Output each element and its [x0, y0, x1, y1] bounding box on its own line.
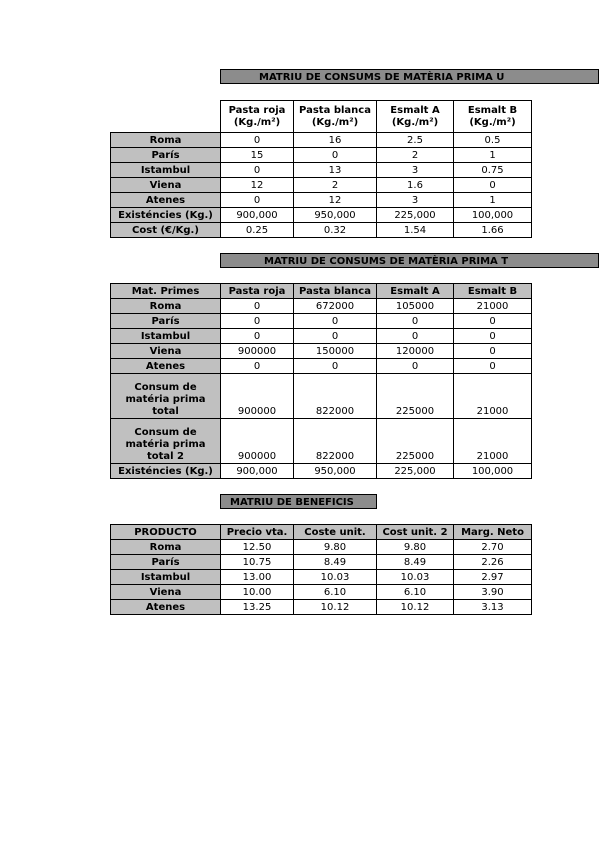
- cell: 225000: [377, 419, 454, 464]
- row-label: Viena: [111, 585, 221, 600]
- cell: 900000: [221, 344, 294, 359]
- cell: 21000: [454, 374, 532, 419]
- table-row: [111, 208, 532, 223]
- cell: 1.54: [377, 223, 454, 238]
- cell: 225000: [377, 374, 454, 419]
- cell: 822000: [294, 419, 377, 464]
- cell: 0: [454, 314, 532, 329]
- consumption-unit-table: [110, 100, 532, 238]
- table-row: [111, 314, 532, 329]
- row-label: Cost (€/Kg.): [111, 223, 221, 238]
- row-label: Consum de matéria prima total: [111, 374, 221, 419]
- cell: 0: [221, 193, 294, 208]
- cell: 0: [221, 359, 294, 374]
- cell: 8.49: [294, 555, 377, 570]
- row-label: París: [111, 148, 221, 163]
- table-row: [111, 600, 532, 615]
- cell: 0: [454, 344, 532, 359]
- cell: 2.5: [377, 133, 454, 148]
- cell: 0: [454, 329, 532, 344]
- cell: 1.6: [377, 178, 454, 193]
- corner-header: PRODUCTO: [111, 525, 221, 540]
- cell: 0: [454, 359, 532, 374]
- cell: 950,000: [294, 464, 377, 479]
- cell: 21000: [454, 419, 532, 464]
- cell: 900000: [221, 419, 294, 464]
- cell: 10.00: [221, 585, 294, 600]
- cell: 2: [377, 148, 454, 163]
- cell: 10.03: [377, 570, 454, 585]
- table-row: [111, 148, 532, 163]
- table-row: [111, 223, 532, 238]
- cell: 225,000: [377, 464, 454, 479]
- row-label: Atenes: [111, 359, 221, 374]
- cell: 0: [294, 314, 377, 329]
- cell: 0: [221, 133, 294, 148]
- cell: 100,000: [454, 208, 532, 223]
- cell: 8.49: [377, 555, 454, 570]
- cell: 0: [377, 329, 454, 344]
- stock-row: [111, 464, 532, 479]
- row-label: Roma: [111, 133, 221, 148]
- col-header: Esmalt A (Kg./m²): [377, 101, 454, 133]
- cell: 0.25: [221, 223, 294, 238]
- cell: 100,000: [454, 464, 532, 479]
- consumption-total-table: [110, 283, 532, 479]
- section1-title: MATRIU DE CONSUMS DE MATÈRIA PRIMA U: [220, 69, 599, 84]
- cell: 3: [377, 193, 454, 208]
- row-label: París: [111, 314, 221, 329]
- row-label: Roma: [111, 299, 221, 314]
- corner-cell: [111, 101, 221, 133]
- table-row: [111, 359, 532, 374]
- cell: 3.13: [454, 600, 532, 615]
- row-label: Viena: [111, 178, 221, 193]
- cell: 900000: [221, 374, 294, 419]
- table-row: [111, 585, 532, 600]
- row-label: Istambul: [111, 329, 221, 344]
- cell: 0: [377, 359, 454, 374]
- cell: 225,000: [377, 208, 454, 223]
- row-label: Existéncies (Kg.): [111, 464, 221, 479]
- cell: 10.12: [377, 600, 454, 615]
- row-label: París: [111, 555, 221, 570]
- header-row: [111, 284, 532, 299]
- cell: 1: [454, 193, 532, 208]
- total-row: [111, 374, 532, 419]
- col-header: Cost unit. 2: [377, 525, 454, 540]
- col-header: Marg. Neto: [454, 525, 532, 540]
- cell: 900,000: [221, 208, 294, 223]
- cell: 16: [294, 133, 377, 148]
- cell: 1: [454, 148, 532, 163]
- cell: 0.32: [294, 223, 377, 238]
- col-header: Pasta blanca: [294, 284, 377, 299]
- section3-title: MATRIU DE BENEFICIS: [220, 494, 377, 509]
- cell: 0: [454, 178, 532, 193]
- cell: 9.80: [294, 540, 377, 555]
- cell: 150000: [294, 344, 377, 359]
- section2-title: MATRIU DE CONSUMS DE MATÈRIA PRIMA T: [220, 253, 599, 268]
- cell: 0: [221, 329, 294, 344]
- row-label: Roma: [111, 540, 221, 555]
- col-header: Pasta roja (Kg./m²): [221, 101, 294, 133]
- col-header: Esmalt B: [454, 284, 532, 299]
- cell: 13.25: [221, 600, 294, 615]
- col-header: Pasta roja: [221, 284, 294, 299]
- cell: 0: [294, 148, 377, 163]
- cell: 0: [221, 163, 294, 178]
- total2-row: [111, 419, 532, 464]
- cell: 2.97: [454, 570, 532, 585]
- cell: 10.75: [221, 555, 294, 570]
- col-header: Esmalt B (Kg./m²): [454, 101, 532, 133]
- cell: 0: [377, 314, 454, 329]
- cell: 0: [221, 314, 294, 329]
- cell: 0.5: [454, 133, 532, 148]
- cell: 12.50: [221, 540, 294, 555]
- cell: 105000: [377, 299, 454, 314]
- col-header: Esmalt A: [377, 284, 454, 299]
- row-label: Atenes: [111, 193, 221, 208]
- col-header: Pasta blanca (Kg./m²): [294, 101, 377, 133]
- row-label: Istambul: [111, 163, 221, 178]
- table-row: [111, 344, 532, 359]
- cell: 6.10: [294, 585, 377, 600]
- cell: 2.70: [454, 540, 532, 555]
- cell: 3.90: [454, 585, 532, 600]
- cell: 0: [221, 299, 294, 314]
- cell: 0.75: [454, 163, 532, 178]
- table-row: [111, 540, 532, 555]
- cell: 0: [294, 359, 377, 374]
- cell: 120000: [377, 344, 454, 359]
- cell: 3: [377, 163, 454, 178]
- cell: 2.26: [454, 555, 532, 570]
- table-row: [111, 193, 532, 208]
- table-row: [111, 570, 532, 585]
- cell: 10.12: [294, 600, 377, 615]
- cell: 0: [294, 329, 377, 344]
- row-label: Istambul: [111, 570, 221, 585]
- cell: 2: [294, 178, 377, 193]
- row-label: Atenes: [111, 600, 221, 615]
- cell: 13: [294, 163, 377, 178]
- cell: 21000: [454, 299, 532, 314]
- cell: 13.00: [221, 570, 294, 585]
- cell: 950,000: [294, 208, 377, 223]
- table-row: [111, 178, 532, 193]
- cell: 15: [221, 148, 294, 163]
- cell: 6.10: [377, 585, 454, 600]
- cell: 10.03: [294, 570, 377, 585]
- table-row: [111, 133, 532, 148]
- table-row: [111, 555, 532, 570]
- cell: 1.66: [454, 223, 532, 238]
- row-label: Viena: [111, 344, 221, 359]
- header-row: [111, 525, 532, 540]
- row-label: Consum de matéria prima total 2: [111, 419, 221, 464]
- col-header: Precio vta.: [221, 525, 294, 540]
- cell: 9.80: [377, 540, 454, 555]
- cell: 672000: [294, 299, 377, 314]
- table-row: [111, 329, 532, 344]
- corner-header: Mat. Primes: [111, 284, 221, 299]
- cell: 12: [221, 178, 294, 193]
- col-header: Coste unit.: [294, 525, 377, 540]
- row-label: Existéncies (Kg.): [111, 208, 221, 223]
- cell: 12: [294, 193, 377, 208]
- cell: 900,000: [221, 464, 294, 479]
- profit-table: [110, 524, 532, 615]
- table-row: [111, 163, 532, 178]
- table-row: [111, 299, 532, 314]
- cell: 822000: [294, 374, 377, 419]
